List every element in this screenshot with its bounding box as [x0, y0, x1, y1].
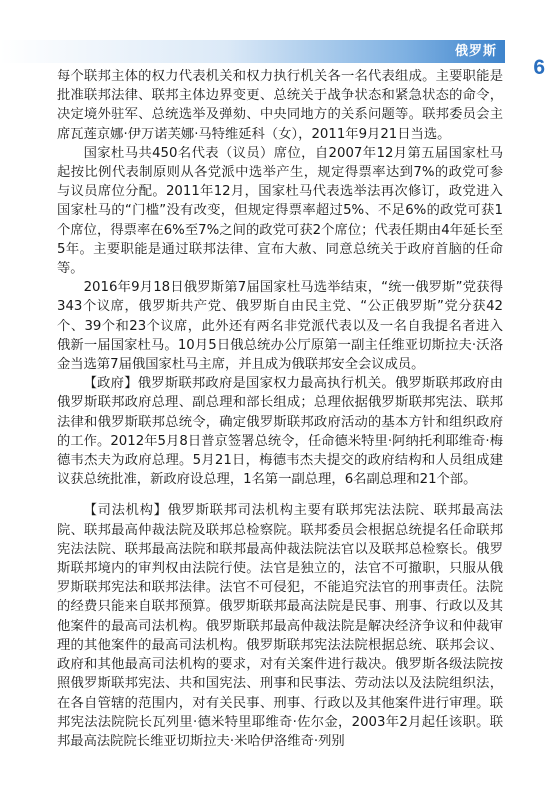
paragraph-judiciary: 【司法机构】俄罗斯联邦司法机构主要有联邦宪法法院、联邦最高法院、联邦最高仲裁法院及联邦总检察院。联邦委员会根据总统提名任命联邦宪法法院、联邦最高法院和联邦最高仲裁法院法官以及联邦总检察长。俄罗斯联邦境内的审判权由法院行使。法官是独立的，法官不可撤职，只服从俄罗斯联邦宪法和联邦法律。法官不可侵犯，不能追究法官的刑事责任。法院的经费只能来自联邦预算。俄罗斯联邦最高法院是民事、刑事、行政以及其他案件的最高司法机构。俄罗斯联邦最高仲裁法院是解决经济争议和仲裁审理的其他案件的最高司法机构。俄罗斯联邦宪法法院根据总统、联邦会议、政府和其他最高司法机构的要求，对有关案件进行裁决。俄罗斯各级法院按照俄罗斯联邦宪法、共和国宪法、刑事和民事法、劳动法以及法院组织法，在各自管辖的范围内，对有关民事、刑事、行政以及其他案件进行审理。联邦宪法法院院长瓦列里·德米特里耶维奇·佐尔金，2003年2月起任该职。联邦最高法院院长维亚切斯拉夫·米哈伊洛维奇·列别: [57, 503, 503, 749]
paragraph-federation-council: 每个联邦主体的权力代表机关和权力执行机关各一名代表组成。主要职能是批准联邦法律、联邦主体边界变更、总统关于战争状态和紧急状态的命令，决定境外驻军、总统选举及弹劾、中央同地方的关系问题等。联邦委员会主席瓦莲京娜·伊万诺芙娜·马特维延科（女），2011年9月21日当选。: [57, 69, 503, 142]
paragraph-state-duma: 国家杜马共450名代表（议员）席位，自2007年12月第五届国家杜马起按比例代表制原则从各党派中选举产生，规定得票率达到7%的政党可参与议员席位分配。2011年12月，国家杜马代表选举法再次修订，政党进入国家杜马的“门槛”没有改变，但规定得票率超过5%、不足6%的政党可获1个席位，得票率在6%至7%之间的政党可获2个席位；代表任期由4年延长至5年。主要职能是通过联邦法律、宣布大赦、同意总统关于政府首脑的任命等。: [57, 145, 503, 277]
paragraph-government: 【政府】俄罗斯联邦政府是国家权力最高执行机关。俄罗斯联邦政府由俄罗斯联邦政府总理、副总理和部长组成；总理依据俄罗斯联邦宪法、联邦法律和俄罗斯联邦总统令，确定俄罗斯联邦政府活动的基本方针和组织政府的工作。2012年5月8日普京签署总统令，任命德米特里·阿纳托利耶维奇·梅德韦杰夫为政府总理。5月21日，梅德韦杰夫提交的政府结构和人员组成建议获总统批准，新政府设总理，1名第一副总理，6名副总理和21个部。: [57, 376, 503, 488]
page-number: 6: [533, 56, 545, 79]
chapter-header-bar: [0, 40, 505, 63]
body-text: [57, 67, 503, 751]
chapter-title: 俄罗斯: [454, 44, 497, 59]
paragraph-duma-election: 2016年9月18日俄罗斯第7届国家杜马选举结束，“统一俄罗斯”党获得343个议席，俄罗斯共产党、俄罗斯自由民主党、“公正俄罗斯”党分获42个、39个和23个议席，此外还有两名非党派代表以及一名自我提名者进入俄新一届国家杜马。10月5日俄总统办公厅原第一副主任维亚切斯拉夫·沃洛金当选第7届俄国家杜马主席，并且成为俄联邦安全会议成员。: [57, 280, 503, 373]
